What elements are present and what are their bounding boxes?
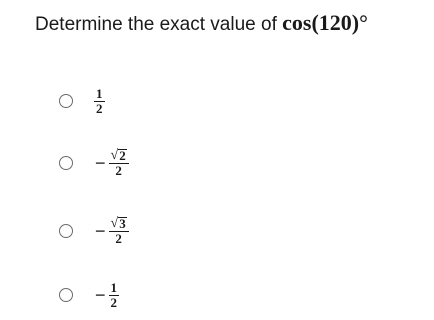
answer-option-3[interactable] xyxy=(59,211,128,251)
fraction xyxy=(110,148,128,178)
minus-sign: − xyxy=(95,284,106,305)
denominator: 2 xyxy=(96,100,103,116)
answer-expression xyxy=(95,87,104,116)
question-text xyxy=(35,9,368,39)
denominator: 2 xyxy=(109,163,129,178)
radicand: 3 xyxy=(119,216,126,231)
minus-sign: − xyxy=(95,220,106,241)
minus-sign: − xyxy=(95,152,106,173)
denominator: 2 xyxy=(110,294,118,310)
denominator: 2 xyxy=(109,231,129,246)
answer-expression xyxy=(95,216,128,246)
answer-expression xyxy=(95,148,128,178)
square-root xyxy=(111,149,127,163)
numerator: 1 xyxy=(96,85,103,101)
radio-button[interactable] xyxy=(59,156,73,170)
radical-icon: √ xyxy=(110,148,119,163)
answer-option-1[interactable] xyxy=(59,81,104,121)
radicand: 2 xyxy=(119,148,126,163)
numerator xyxy=(110,216,128,231)
numerator: 1 xyxy=(110,279,118,295)
radical-icon: √ xyxy=(110,216,119,231)
radio-button[interactable] xyxy=(59,94,73,108)
fraction xyxy=(110,216,128,246)
fraction xyxy=(95,87,104,116)
numerator xyxy=(110,148,128,163)
square-root xyxy=(111,217,127,231)
question-expression: cos(120)° xyxy=(282,10,368,35)
answer-option-2[interactable] xyxy=(59,143,128,183)
radio-button[interactable] xyxy=(59,224,73,238)
answer-option-4[interactable] xyxy=(59,275,118,315)
radio-button[interactable] xyxy=(59,288,73,302)
fraction xyxy=(110,281,119,310)
answer-expression xyxy=(95,281,118,310)
question-prefix: Determine the exact value of xyxy=(35,14,277,35)
